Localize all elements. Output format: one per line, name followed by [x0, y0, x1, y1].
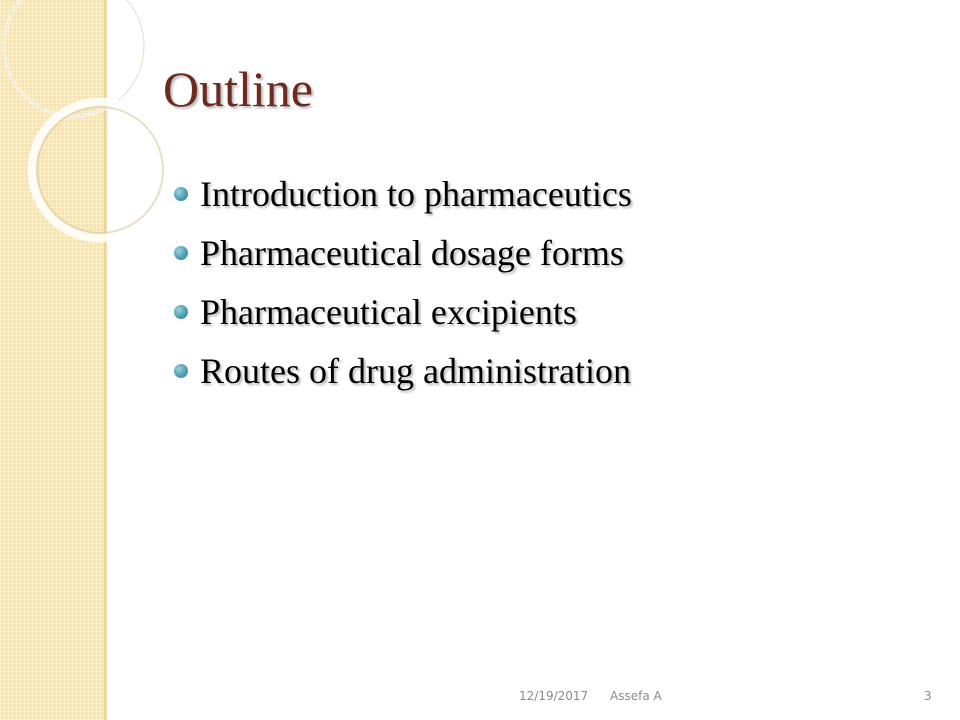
footer-author: Assefa A [610, 689, 662, 703]
decorative-small-circle-shade [37, 107, 163, 233]
bullet-text: Pharmaceutical dosage forms [200, 232, 624, 273]
bullet-item [174, 282, 632, 341]
bullet-icon [174, 364, 188, 378]
bullet-text: Introduction to pharmaceutics [200, 173, 632, 214]
bullet-item [174, 341, 632, 400]
bullet-text: Routes of drug administration [200, 350, 631, 391]
bullet-icon [174, 187, 188, 201]
bullet-item [174, 164, 632, 223]
decorative-large-circle-shade [4, 0, 144, 116]
bullet-icon [174, 305, 188, 319]
decorative-small-circle [32, 102, 168, 238]
bullet-item [174, 223, 632, 282]
slide-title: Outline [163, 61, 313, 117]
footer-date: 12/19/2017 [519, 689, 589, 703]
bullet-text: Pharmaceutical excipients [200, 291, 577, 332]
bullet-list [174, 164, 632, 400]
bullet-icon [174, 246, 188, 260]
footer-page-number: 3 [924, 689, 932, 703]
decorative-large-circle [4, 0, 144, 116]
